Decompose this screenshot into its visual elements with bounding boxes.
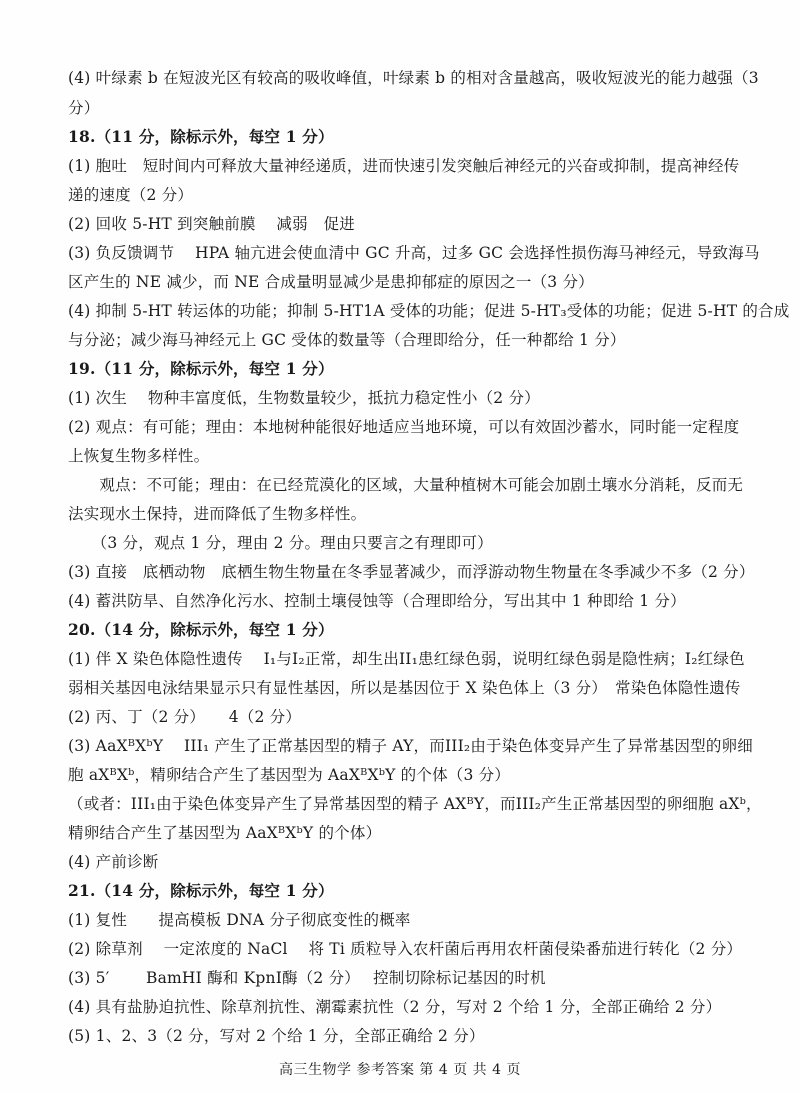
answer-20-1-line-1: (1) 伴 X 染色体隐性遗传 I₁与I₂正常，却生出II₁患红绿色弱，说明红绿色弱是隐性病；I₂红绿色 (68, 650, 745, 668)
answer-21-2: (2) 除草剂 一定浓度的 NaCl 将 Ti 质粒导入农杆菌后再用农杆菌侵染番茄进行转化（2 分） (68, 940, 743, 958)
answer-20-3-line-2: 胞 aXᴮXᵇ，精卵结合产生了基因型为 AaXᴮXᵇY 的个体（3 分） (68, 766, 511, 784)
answer-19-1: (1) 次生 物种丰富度低，生物数量较少，抵抗力稳定性小（2 分） (68, 389, 540, 407)
answer-19-2-line-2: 上恢复生物多样性。 (68, 447, 210, 465)
question-21-heading: 21.（14 分，除标示外，每空 1 分） (68, 881, 334, 900)
question-18-heading: 18.（11 分，除标示外，每空 1 分） (68, 127, 334, 146)
answer-18-1-line-2: 递的速度（2 分） (68, 186, 194, 204)
answer-18-1-line-1: (1) 胞吐 短时间内可释放大量神经递质，进而快速引发突触后神经元的兴奋或抑制，提高神经传 (68, 157, 740, 175)
answer-19-2-scoring-note: （3 分，观点 1 分，理由 2 分。理由只要言之有理即可） (68, 534, 493, 552)
answer-20-3-alt-line-1: （或者：III₁由于染色体变异产生了异常基因型的精子 AXᴮY，而III₂产生正常基因型的卵细胞 aXᵇ， (68, 795, 762, 813)
answer-21-5: (5) 1、2、3（2 分，写对 2 个给 1 分，全部正确给 2 分） (68, 1027, 485, 1045)
answer-18-2: (2) 回收 5-HT 到突触前膜 减弱 促进 (68, 215, 355, 233)
page-footer: 高三生物学 参考答案 第 4 页 共 4 页 (279, 1062, 521, 1078)
answer-19-2-line-1: (2) 观点：有可能；理由：本地树种能很好地适应当地环境，可以有效固沙蓄水，同时能一定程度 (68, 418, 740, 436)
question-19-heading: 19.（11 分，除标示外，每空 1 分） (68, 359, 334, 378)
answer-18-3-line-1: (3) 负反馈调节 HPA 轴亢进会使血清中 GC 升高，过多 GC 会选择性损伤海马神经元，导致海马 (68, 244, 760, 262)
answer-18-4-line-2: 与分泌；减少海马神经元上 GC 受体的数量等（合理即给分，任一种都给 1 分） (68, 331, 626, 349)
answer-18-4-line-1: (4) 抑制 5-HT 转运体的功能；抑制 5-HT1A 受体的功能；促进 5-HT₃受体的功能；促进 5-HT 的合成 (68, 302, 790, 320)
answer-20-1-line-2: 弱相关基因电泳结果显示只有显性基因，所以是基因位于 X 染色体上（3 分） 常染色体隐性遗传 (68, 679, 741, 697)
answer-21-4: (4) 具有盐胁迫抗性、除草剂抗性、潮霉素抗性（2 分，写对 2 个给 1 分，全部正确给 2 分） (68, 998, 722, 1016)
question-20-heading: 20.（14 分，除标示外，每空 1 分） (68, 620, 334, 639)
answer-20-4: (4) 产前诊断 (68, 853, 159, 871)
answer-18-3-line-2: 区产生的 NE 减少，而 NE 合成量明显减少是患抑郁症的原因之一（3 分） (68, 273, 594, 291)
answer-19-2-line-4: 法实现水土保持，进而降低了生物多样性。 (68, 505, 367, 523)
answer-21-1: (1) 复性 提高模板 DNA 分子彻底变性的概率 (68, 911, 411, 929)
answer-20-2: (2) 丙、丁（2 分） 4（2 分） (68, 708, 302, 726)
answer-19-2-line-3: 观点：不可能；理由：在已经荒漠化的区域，大量种植树木可能会加剧土壤水分消耗，反而无 (68, 476, 744, 494)
answer-19-3: (3) 直接 底栖动物 底栖生物生物量在冬季显著减少，而浮游动物生物量在冬季减少不多（2 分） (68, 563, 755, 581)
answer-17-4-line-2: 分） (68, 99, 100, 117)
answer-20-3-line-1: (3) AaXᴮXᵇY III₁ 产生了正常基因型的精子 AY，而III₂由于染色体变异产生了异常基因型的卵细 (68, 737, 753, 755)
answer-19-4: (4) 蓄洪防旱、自然净化污水、控制土壤侵蚀等（合理即给分，写出其中 1 种即给 1 分） (68, 592, 686, 610)
answer-21-3: (3) 5′ BamHI 酶和 KpnⅠ酶（2 分） 控制切除标记基因的时机 (68, 969, 546, 987)
answer-17-4-line-1: (4) 叶绿素 b 在短波光区有较高的吸收峰值，叶绿素 b 的相对含量越高，吸收短波光的能力越强（3 (68, 69, 759, 87)
answer-20-3-alt-line-2: 精卵结合产生了基因型为 AaXᴮXᵇY 的个体） (68, 824, 382, 842)
